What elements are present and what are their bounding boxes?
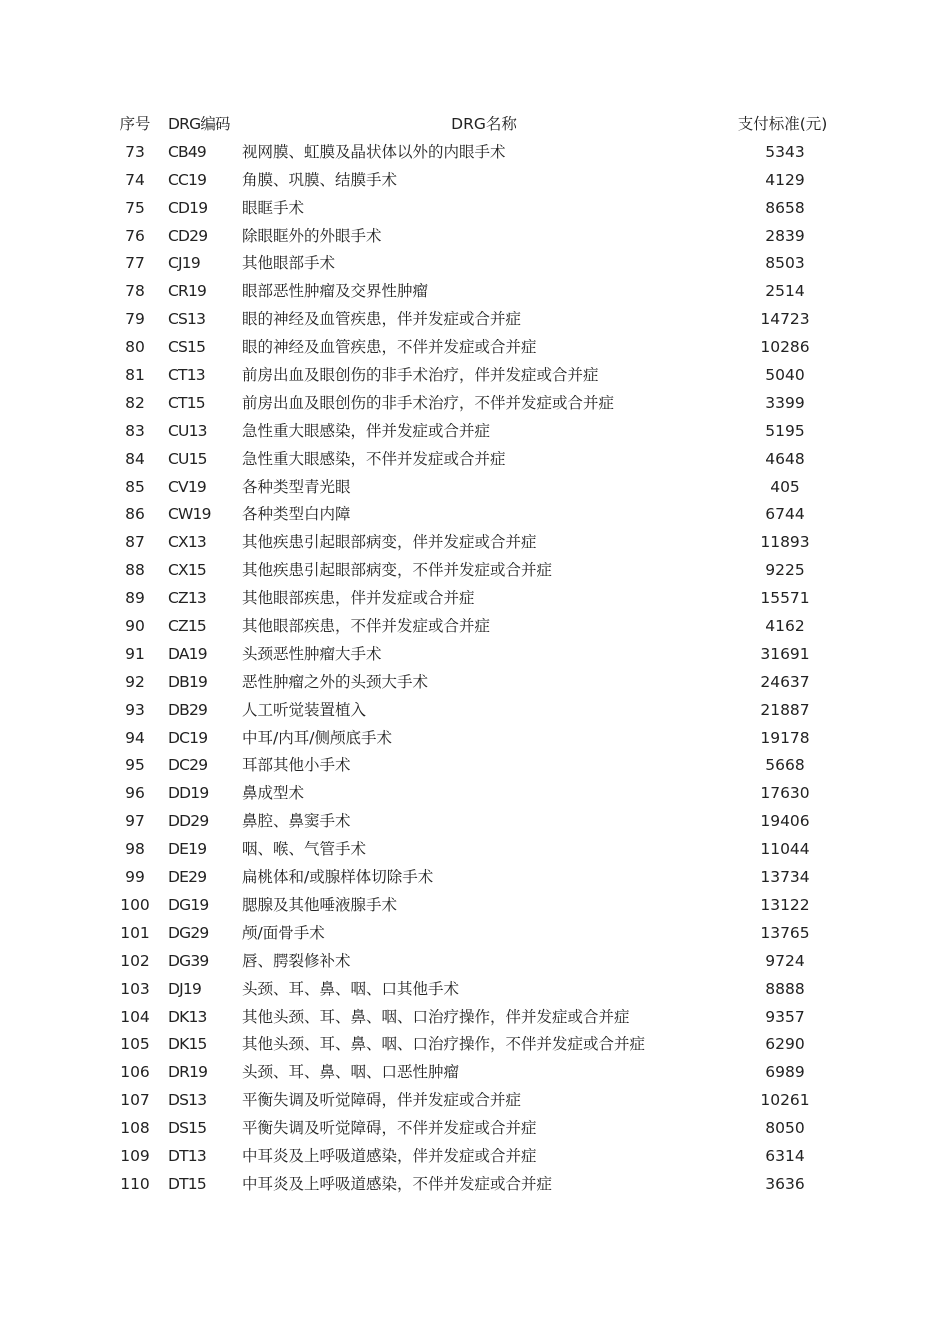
row-price: 9357	[765, 1007, 805, 1026]
table-row	[0, 418, 950, 446]
table-row	[0, 780, 950, 808]
row-code: DK13	[168, 1007, 207, 1026]
row-no: 106	[120, 1063, 150, 1082]
row-code: CZ15	[168, 617, 206, 636]
row-price: 8050	[765, 1119, 805, 1138]
row-code: CW19	[168, 505, 211, 524]
row-price: 5040	[765, 366, 805, 385]
table-row	[0, 474, 950, 502]
table-row	[0, 334, 950, 362]
row-price: 17630	[760, 784, 810, 803]
table-row	[0, 529, 950, 557]
row-name: 咽、喉、气管手术	[242, 840, 367, 859]
row-no: 104	[120, 1007, 150, 1026]
row-code: DT13	[168, 1146, 206, 1165]
row-no: 84	[125, 449, 145, 468]
row-name: 眼眶手术	[242, 198, 305, 217]
row-code: DG39	[168, 951, 209, 970]
row-no: 76	[125, 226, 145, 245]
row-name: 其他疾患引起眼部病变，不伴并发症或合并症	[242, 561, 553, 580]
row-price: 11893	[760, 533, 810, 552]
row-no: 74	[125, 170, 145, 189]
table-row	[0, 1171, 950, 1199]
row-name: 扁桃体和/或腺样体切除手术	[242, 868, 434, 887]
row-price: 2839	[765, 226, 805, 245]
row-price: 31691	[760, 644, 810, 663]
row-name: 其他疾患引起眼部病变，伴并发症或合并症	[242, 533, 537, 552]
row-price: 6989	[765, 1063, 805, 1082]
row-no: 75	[125, 198, 145, 217]
row-no: 87	[125, 533, 145, 552]
row-code: CS15	[168, 338, 206, 357]
row-no: 88	[125, 561, 145, 580]
row-price: 405	[770, 477, 800, 496]
row-name: 头颈、耳、鼻、咽、口恶性肿瘤	[242, 1063, 460, 1082]
row-name: 眼部恶性肿瘤及交界性肿瘤	[242, 282, 429, 301]
row-name: 中耳/内耳/侧颅底手术	[242, 728, 392, 747]
row-code: CS13	[168, 310, 206, 329]
row-code: DE19	[168, 840, 207, 859]
row-no: 98	[125, 840, 145, 859]
table-row	[0, 195, 950, 223]
row-no: 95	[125, 756, 145, 775]
row-code: CX15	[168, 561, 206, 580]
row-name: 前房出血及眼创伤的非手术治疗，伴并发症或合并症	[242, 366, 599, 385]
row-name: 耳部其他小手术	[242, 756, 351, 775]
row-name: 角膜、巩膜、结膜手术	[242, 170, 398, 189]
row-price: 5668	[765, 756, 805, 775]
row-no: 96	[125, 784, 145, 803]
table-row	[0, 669, 950, 697]
table-row	[0, 306, 950, 334]
row-name: 中耳炎及上呼吸道感染，伴并发症或合并症	[242, 1146, 537, 1165]
row-code: CU13	[168, 421, 207, 440]
row-code: DD29	[168, 812, 209, 831]
row-price: 3399	[765, 393, 805, 412]
row-code: CU15	[168, 449, 207, 468]
table-row	[0, 864, 950, 892]
row-no: 101	[120, 923, 150, 942]
row-code: DT15	[168, 1174, 206, 1193]
table-row	[0, 1115, 950, 1143]
header-no: 序号	[119, 115, 151, 133]
row-no: 79	[125, 310, 145, 329]
row-price: 9225	[765, 561, 805, 580]
table-row	[0, 1143, 950, 1171]
row-name: 各种类型白内障	[242, 505, 351, 524]
row-code: CT13	[168, 366, 205, 385]
row-no: 97	[125, 812, 145, 831]
table-row	[0, 585, 950, 613]
table-row	[0, 501, 950, 529]
row-no: 94	[125, 728, 145, 747]
row-no: 86	[125, 505, 145, 524]
header-price: 支付标准(元)	[737, 115, 828, 133]
row-code: DC29	[168, 756, 208, 775]
row-code: CD19	[168, 198, 208, 217]
row-no: 109	[120, 1146, 150, 1165]
row-name: 腮腺及其他唾液腺手术	[242, 895, 398, 914]
table-row	[0, 976, 950, 1004]
row-no: 77	[125, 254, 145, 273]
row-price: 4162	[765, 617, 805, 636]
row-price: 19406	[760, 812, 810, 831]
row-name: 头颈恶性肿瘤大手术	[242, 644, 382, 663]
row-price: 9724	[765, 951, 805, 970]
table-row	[0, 278, 950, 306]
table-row	[0, 557, 950, 585]
row-no: 103	[120, 979, 150, 998]
row-price: 21887	[760, 700, 810, 719]
row-code: DC19	[168, 728, 208, 747]
row-name: 中耳炎及上呼吸道感染，不伴并发症或合并症	[242, 1174, 553, 1193]
row-no: 107	[120, 1091, 150, 1110]
table-row	[0, 139, 950, 167]
row-code: CD29	[168, 226, 208, 245]
row-no: 102	[120, 951, 150, 970]
row-price: 13734	[760, 868, 810, 887]
table-body	[0, 139, 950, 1199]
row-name: 头颈、耳、鼻、咽、口其他手术	[242, 979, 460, 998]
row-no: 80	[125, 338, 145, 357]
row-code: DS13	[168, 1091, 207, 1110]
row-price: 8503	[765, 254, 805, 273]
table-row	[0, 836, 950, 864]
row-name: 其他眼部疾患，不伴并发症或合并症	[242, 617, 491, 636]
row-no: 73	[125, 142, 145, 161]
table-row	[0, 1059, 950, 1087]
row-code: DK15	[168, 1035, 207, 1054]
row-price: 3636	[765, 1174, 805, 1193]
row-code: DR19	[168, 1063, 208, 1082]
row-code: DA19	[168, 644, 207, 663]
row-code: CR19	[168, 282, 207, 301]
table-row	[0, 1087, 950, 1115]
row-price: 24637	[760, 672, 810, 691]
row-price: 19178	[760, 728, 810, 747]
row-code: CZ13	[168, 589, 206, 608]
table-row	[0, 948, 950, 976]
row-code: DE29	[168, 868, 207, 887]
row-no: 105	[120, 1035, 150, 1054]
row-code: DB29	[168, 700, 208, 719]
row-code: DG29	[168, 923, 209, 942]
row-name: 急性重大眼感染，不伴并发症或合并症	[242, 449, 506, 468]
row-no: 91	[125, 644, 145, 663]
row-price: 6290	[765, 1035, 805, 1054]
row-name: 颅/面骨手术	[242, 923, 325, 942]
table-row	[0, 613, 950, 641]
row-name: 其他眼部手术	[242, 254, 336, 273]
row-price: 14723	[760, 310, 810, 329]
row-name: 急性重大眼感染，伴并发症或合并症	[242, 421, 491, 440]
row-code: DS15	[168, 1119, 207, 1138]
row-price: 4129	[765, 170, 805, 189]
row-name: 视网膜、虹膜及晶状体以外的内眼手术	[242, 142, 506, 161]
table-header-row	[0, 111, 950, 139]
row-code: CB49	[168, 142, 206, 161]
row-name: 鼻成型术	[242, 784, 305, 803]
row-price: 10261	[760, 1091, 810, 1110]
row-name: 唇、腭裂修补术	[242, 951, 351, 970]
row-name: 前房出血及眼创伤的非手术治疗，不伴并发症或合并症	[242, 393, 615, 412]
table-row	[0, 167, 950, 195]
table-row	[0, 446, 950, 474]
row-name: 鼻腔、鼻窦手术	[242, 812, 351, 831]
row-no: 110	[120, 1174, 150, 1193]
row-code: DD19	[168, 784, 209, 803]
row-code: CT15	[168, 393, 205, 412]
row-code: DJ19	[168, 979, 202, 998]
table-row	[0, 390, 950, 418]
row-price: 5195	[765, 421, 805, 440]
row-no: 78	[125, 282, 145, 301]
row-name: 其他头颈、耳、鼻、咽、口治疗操作，不伴并发症或合并症	[242, 1035, 646, 1054]
table-row	[0, 641, 950, 669]
header-name: DRG名称	[451, 115, 517, 133]
row-price: 13765	[760, 923, 810, 942]
row-no: 100	[120, 895, 150, 914]
drg-payment-table	[0, 111, 950, 1199]
row-price: 4648	[765, 449, 805, 468]
row-name: 平衡失调及听觉障碍，不伴并发症或合并症	[242, 1119, 537, 1138]
table-row	[0, 1004, 950, 1032]
row-code: CX13	[168, 533, 206, 552]
row-no: 92	[125, 672, 145, 691]
row-price: 13122	[760, 895, 810, 914]
row-no: 90	[125, 617, 145, 636]
row-no: 83	[125, 421, 145, 440]
row-no: 108	[120, 1119, 150, 1138]
row-name: 人工听觉装置植入	[242, 700, 367, 719]
table-row	[0, 892, 950, 920]
row-code: DG19	[168, 895, 209, 914]
row-code: CV19	[168, 477, 206, 496]
table-row	[0, 920, 950, 948]
row-name: 眼的神经及血管疾患，伴并发症或合并症	[242, 310, 522, 329]
row-price: 6314	[765, 1146, 805, 1165]
row-name: 其他眼部疾患，伴并发症或合并症	[242, 589, 475, 608]
row-price: 8888	[765, 979, 805, 998]
table-row	[0, 223, 950, 251]
table-row	[0, 697, 950, 725]
table-row	[0, 752, 950, 780]
table-row	[0, 250, 950, 278]
row-price: 8658	[765, 198, 805, 217]
row-code: CJ19	[168, 254, 200, 273]
row-no: 99	[125, 868, 145, 887]
table-row	[0, 725, 950, 753]
row-no: 82	[125, 393, 145, 412]
row-name: 除眼眶外的外眼手术	[242, 226, 382, 245]
row-name: 恶性肿瘤之外的头颈大手术	[242, 672, 429, 691]
row-price: 6744	[765, 505, 805, 524]
row-price: 2514	[765, 282, 805, 301]
table-row	[0, 808, 950, 836]
row-code: CC19	[168, 170, 207, 189]
row-no: 81	[125, 366, 145, 385]
header-code: DRG编码	[168, 115, 230, 133]
row-price: 5343	[765, 142, 805, 161]
row-price: 15571	[760, 589, 810, 608]
row-price: 10286	[760, 338, 810, 357]
row-no: 93	[125, 700, 145, 719]
row-price: 11044	[760, 840, 810, 859]
row-name: 各种类型青光眼	[242, 477, 351, 496]
row-no: 85	[125, 477, 145, 496]
row-name: 眼的神经及血管疾患，不伴并发症或合并症	[242, 338, 537, 357]
table-row	[0, 362, 950, 390]
row-no: 89	[125, 589, 145, 608]
row-name: 其他头颈、耳、鼻、咽、口治疗操作，伴并发症或合并症	[242, 1007, 630, 1026]
table-row	[0, 1031, 950, 1059]
row-code: DB19	[168, 672, 208, 691]
row-name: 平衡失调及听觉障碍，伴并发症或合并症	[242, 1091, 522, 1110]
